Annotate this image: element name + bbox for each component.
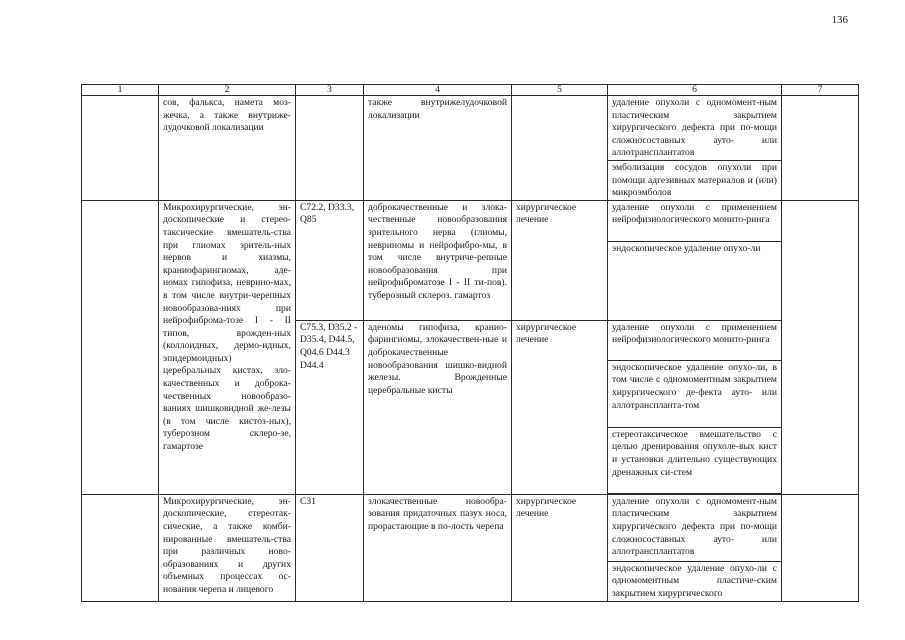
group1-sub2-diagnosis: аденомы гипофиза, кранио-фарингиомы, злокачествен-ные и доброкачественные новообразования шишко-видной железы. Врожденные церебральные кисты (364, 320, 512, 494)
row0-col7 (782, 96, 859, 201)
column-header-5: 5 (512, 85, 608, 96)
group1-sub1-icd-codes: C72.2, D33.3, Q85 (296, 200, 364, 320)
group1-intervention: Микрохирургические, эн-доскопические и стерео-таксические вмешатель-ства при глиомах зритель-ных нервов и хиазмы, краниофарингиомах, аде-номах гипофиза, неврино-мах, в том числе внутри-черепных новообразова-ниях при нейрофиброма-тозе I - II типов, врожден-ных (коллоидных, дермо-идных, эпидермоидных) церебральных кистах, зло-качественных и доброка-чественных новообразо-ваниях шишковидной же-лезы (в том числе кистоз-ных), туберозном склеро-зе, гамартозе (159, 200, 296, 494)
column-header-6: 6 (608, 85, 782, 96)
group1-sub1-method-a: удаление опухоли с применением нейрофизиологического монито-ринга (608, 200, 782, 241)
column-header-4: 4 (364, 85, 512, 96)
row0-col1 (82, 96, 159, 201)
row0-method-b: эмболизация сосудов опухоли при помощи адгезивных материалов и (или) микроэмболов (608, 160, 782, 200)
column-number-row (82, 85, 859, 96)
group1-sub2-method-b: эндоскопическое удаление опухо-ли, в том числе с одномоментным закрытием хирургического де-фекта ауто- или аллотранспланта-том (608, 360, 782, 427)
group2-col7 (782, 494, 859, 601)
group2-method-b: эндоскопическое удаление опухо-ли с одномоментным пластиче-ским закрытием хирургического (608, 561, 782, 601)
table-row (82, 96, 859, 161)
row0-method-a: удаление опухоли с одномомент-ным пластическим закрытием хирургического дефекта при по-мощи сложносоставных ауто- или аллотрансплантатов (608, 96, 782, 161)
group1-sub2-icd-codes: C75.3, D35.2 - D35.4, D44.5, Q04.6 D44.3 D44.4 (296, 320, 364, 494)
group2-diagnosis: злокачественные новообра-зования придаточных пазух носа, прорастающие в по-лость черепа (364, 494, 512, 601)
row0-intervention: сов, фалькса, намета моз-жечка, а также внутриже-лудочковой локализации (159, 96, 296, 201)
row0-diagnosis: также внутрижелудочковой локализации (364, 96, 512, 201)
page-number: 136 (831, 14, 848, 26)
column-header-2: 2 (159, 85, 296, 96)
group1-sub1-treatment: хирургическое лечение (512, 200, 608, 320)
group2-method-a: удаление опухоли с одномомент-ным пластическим закрытием хирургического дефекта при по-мощи сложносоставных ауто- или аллотрансплантатов (608, 494, 782, 561)
group2-intervention: Микрохирургические, эн-доскопические, стереотак-сические, а также комби-нированные вмешатель-ства при различных ново-образованиях и других объемных процессах ос-нования черепа и лицевого (159, 494, 296, 601)
group2-treatment: хирургическое лечение (512, 494, 608, 601)
table-row (82, 200, 859, 241)
column-header-3: 3 (296, 85, 364, 96)
row0-icd-codes (296, 96, 364, 201)
group1-sub2-method-a: удаление опухоли с применением нейрофизиологического монито-ринга (608, 320, 782, 360)
row0-treatment (512, 96, 608, 201)
medical-care-table (81, 84, 859, 602)
group1-sub1-method-b: эндоскопическое удаление опухо-ли (608, 241, 782, 320)
table-row (82, 494, 859, 561)
group1-col7 (782, 200, 859, 494)
group1-col1 (82, 200, 159, 494)
group1-sub2-treatment: хирургическое лечение (512, 320, 608, 494)
column-header-7: 7 (782, 85, 859, 96)
group1-sub2-method-c: стереотаксическое вмешательство с целью дренирования опухоле-вых кист и установки длительно существующих дренажных си-стем (608, 427, 782, 493)
group1-sub1-diagnosis: доброкачественные и злока-чественные новообразования зрительного нерва (глиомы, невриномы и нейрофибро-мы, в том числе внутриче-репные новообразования при нейрофиброматозе I - II ти-пов). туберозный склероз. гамартоз (364, 200, 512, 320)
column-header-1: 1 (82, 85, 159, 96)
group2-icd-codes: C31 (296, 494, 364, 601)
group2-col1 (82, 494, 159, 601)
